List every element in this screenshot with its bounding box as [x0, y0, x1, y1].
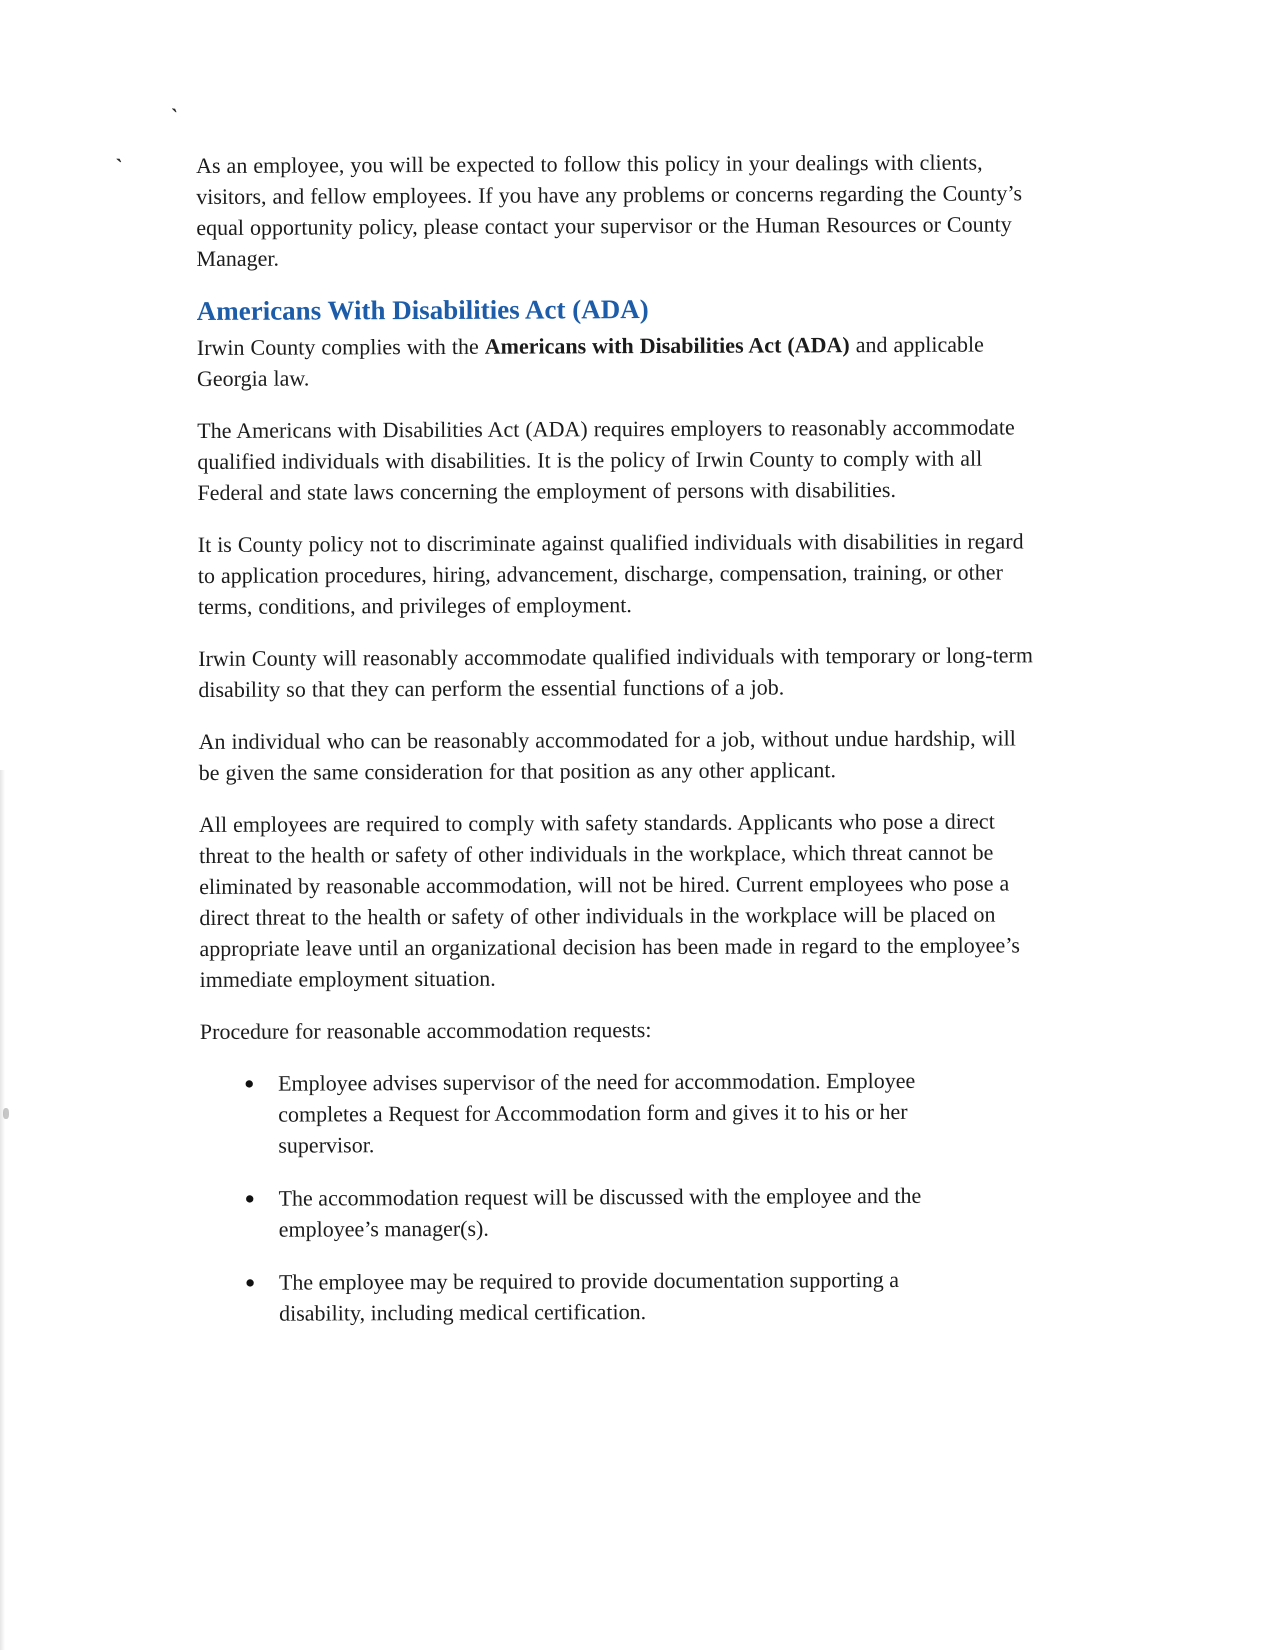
- scan-speck-dot: [3, 1108, 9, 1119]
- procedure-item-text: The employee may be required to provide documentation supporting a disability, including medical certification.: [278, 1266, 900, 1326]
- paragraph-no-discrimination: It is County policy not to discriminate against qualified individuals with disabilities in regard to application procedures, hiring, advancement, discharge, compensation, training, or other terms, conditions, and privileges of employment.: [197, 528, 1024, 619]
- procedure-item: [201, 1179, 1039, 1245]
- procedure-item: [200, 1064, 1038, 1161]
- procedure-item-text: The accommodation request will be discussed with the employee and the employee’s manager(s).: [278, 1182, 922, 1242]
- compliance-bold-text: Americans with Disabilities Act (ADA): [484, 332, 850, 359]
- bullet-icon: ●: [244, 1073, 255, 1093]
- procedure-intro: Procedure for reasonable accommodation requests:: [199, 1017, 652, 1044]
- scan-mark-icon: ˋ: [114, 153, 124, 180]
- page-content: [196, 146, 1039, 1351]
- paragraph-compliance: [197, 328, 1035, 394]
- scan-mark-icon: ˋ: [168, 103, 180, 130]
- paragraph-equal-opportunity: As an employee, you will be expected to follow this policy in your dealings with clients, visitors, and fellow employees. If you have any problems or concerns regarding the County’s equal opportunity policy, please contact your supervisor or the Human Resources or County Manager.: [196, 149, 1023, 271]
- procedure-list: [200, 1064, 1039, 1329]
- compliance-prefix-text: Irwin County complies with the: [196, 333, 485, 360]
- paragraph-ada-requires: The Americans with Disabilities Act (ADA) requires employers to reasonably accommodate qualified individuals with disabilities. It is the policy of Irwin County to comply with all Federal and state laws concerning the employment of persons with disabilities.: [197, 414, 1015, 505]
- paragraph-equal-consideration: An individual who can be reasonably accommodated for a job, without undue hardship, will be given the same consideration for that position as any other applicant.: [198, 725, 1016, 785]
- bullet-icon: ●: [244, 1272, 256, 1292]
- paragraph-safety-standards: All employees are required to comply with safety standards. Applicants who pose a direct threat to the health or safety of other individuals in the workplace, which threat cannot be eliminated by reasonable accommodation, will not be hired. Current employees who pose a direct threat to the health or safety of other individuals in the workplace will be placed on appropriate leave until an organizational decision has been made in regard to the employee’s immediate employment situation.: [198, 808, 1020, 992]
- paragraph-reasonable-accommodation: Irwin County will reasonably accommodate qualified individuals with temporary or long-term disability so that they can perform the essential functions of a job.: [198, 642, 1033, 702]
- procedure-item: [201, 1263, 1039, 1329]
- scan-edge-shadow: [0, 770, 5, 1650]
- procedure-item-text: Employee advises supervisor of the need for accommodation. Employee completes a Request for Accommodation form and gives it to his or her supervisor.: [278, 1067, 916, 1158]
- compliance-suffix-text: and applicable Georgia law.: [196, 331, 984, 391]
- bullet-icon: ●: [244, 1188, 255, 1208]
- section-heading-ada: Americans With Disabilities Act (ADA): [196, 294, 649, 326]
